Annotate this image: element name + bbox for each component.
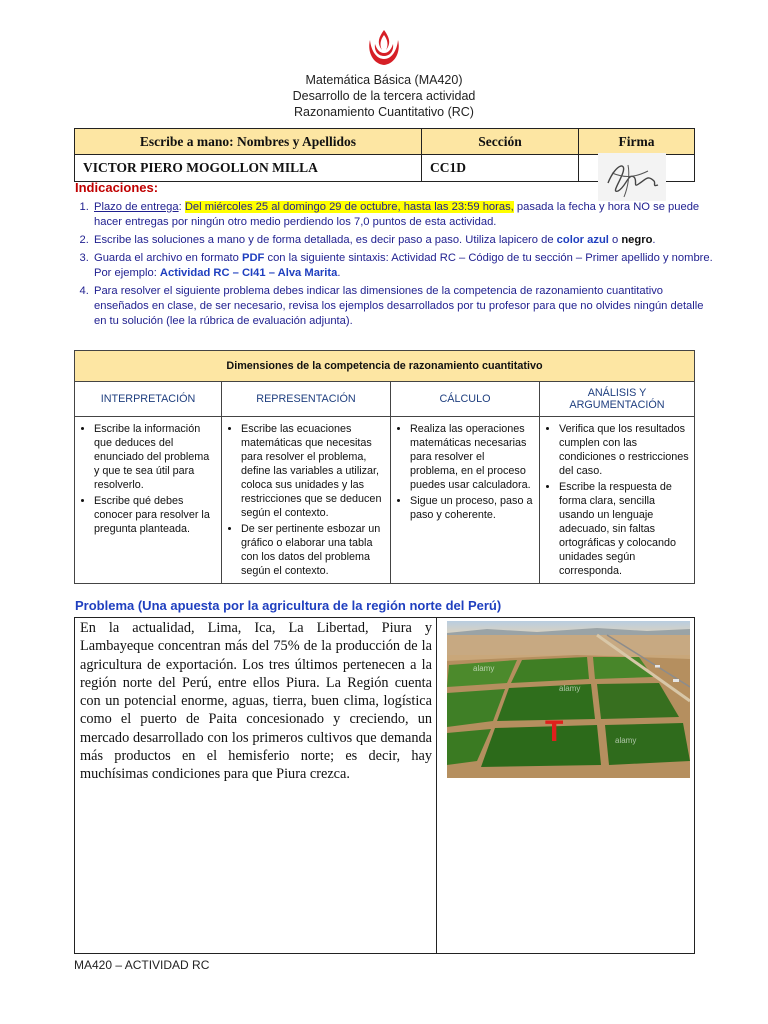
list-item: • Escribe la información que deduces del enunciado del problema y que te sea útil para resolverlo.	[94, 422, 216, 492]
page-footer: MA420 – ACTIVIDAD RC	[74, 958, 210, 972]
upc-logo-icon	[362, 26, 406, 70]
signature-column-header: Firma	[579, 129, 695, 155]
list-item: • Verifica que los resultados cumplen con las condiciones o restricciones del caso.	[559, 422, 689, 478]
course-title: Matemática Básica (MA420)	[305, 73, 463, 87]
analisis-cell	[540, 417, 695, 584]
indication-dimensions: 4. Para resolver el siguiente problema debes indicar las dimensiones de la competencia de razonamiento cuantitativo enseñados en clase, de ser necesario, revisa los ejemplos desarrollados por tu profesor para que no olvides ningún detalle en tu solución (lee la rúbrica de evaluación adjunta).	[92, 284, 714, 329]
list-item: • Escribe las ecuaciones matemáticas que necesitas para resolver el problema, define las variables a utilizar, coloca sus unidades y las restricciones que se deducen según el contexto.	[241, 422, 385, 520]
name-column-header: Escribe a mano: Nombres y Apellidos	[75, 129, 422, 155]
indication-file-format: 3. Guarda el archivo en formato PDF con la siguiente sintaxis: Actividad RC – Código de tu sección – Primer apellido y nombre. Por ejemplo: Actividad RC – CI41 – Alva Marita.	[92, 251, 714, 281]
problem-divider	[436, 617, 437, 954]
photo-mark: T	[545, 715, 564, 748]
student-name: VICTOR PIERO MOGOLLON MILLA	[75, 155, 422, 182]
problem-title: Problema (Una apuesta por la agricultura de la región norte del Perú)	[75, 598, 502, 613]
list-item: • Sigue un proceso, paso a paso y coherente.	[410, 494, 534, 522]
photo-watermark: alamy	[615, 736, 637, 745]
indications-title: Indicaciones:	[75, 180, 159, 195]
photo-watermark: alamy	[473, 664, 495, 673]
activity-title: Desarrollo de la tercera actividad	[292, 89, 476, 103]
farmland-photo	[447, 621, 690, 778]
indication-deadline: 1. Plazo de entrega: Del miércoles 25 al domingo 29 de octubre, hasta las 23:59 horas, pasada la fecha y hora NO se puede hacer entregas por ningún otro medio perdiendo los 7,0 puntos de esta actividad.	[92, 200, 714, 230]
dimensions-title: Dimensiones de la competencia de razonamiento cuantitativo	[75, 351, 695, 382]
calculo-cell	[391, 417, 540, 584]
dimensions-table	[74, 350, 695, 584]
list-item: • Realiza las operaciones matemáticas necesarias para resolver el problema, en el proceso puedes usar calculadora.	[410, 422, 534, 492]
photo-watermark: alamy	[559, 684, 581, 693]
indication-handwriting: 2. Escribe las soluciones a mano y de forma detallada, es decir paso a paso. Utiliza lapicero de color azul o negro.	[92, 233, 714, 248]
activity-subtitle: Razonamiento Cuantitativo (RC)	[294, 105, 474, 119]
interpretacion-cell	[75, 417, 222, 584]
list-item: • Escribe la respuesta de forma clara, sencilla usando un lenguaje adecuado, sin faltas ortográficas y colocando unidades según corresponda.	[559, 480, 689, 578]
indications-list	[74, 200, 714, 332]
handwritten-signature-icon	[598, 153, 666, 201]
col-interpretacion: INTERPRETACIÓN	[75, 382, 222, 417]
student-section: CC1D	[422, 155, 579, 182]
col-analisis: ANÁLISIS Y ARGUMENTACIÓN	[540, 382, 695, 417]
problem-statement: En la actualidad, Lima, Ica, La Libertad, Piura y Lambayeque concentran más del 75% de la producción de la agricultura de exportación. Los tres últimos pertenecen a la región norte del Perú, entre ellos Piura. La Región cuenta con un potencial enorme, aguas, tierra, buen clima, logística como el puerto de Paita concesionado y creciendo, un mercado desarrollado con los primeros cultivos que demanda más productos en el hemisferio norte; es decir, hay muchísimas condiciones para que Piura crezca.	[80, 620, 432, 783]
list-item: • De ser pertinente esbozar un gráfico o elaborar una tabla con los datos del problema según el contexto.	[241, 522, 385, 578]
section-column-header: Sección	[422, 129, 579, 155]
col-representacion: REPRESENTACIÓN	[222, 382, 391, 417]
representacion-cell	[222, 417, 391, 584]
col-calculo: CÁLCULO	[391, 382, 540, 417]
list-item: • Escribe qué debes conocer para resolver la pregunta planteada.	[94, 494, 216, 536]
